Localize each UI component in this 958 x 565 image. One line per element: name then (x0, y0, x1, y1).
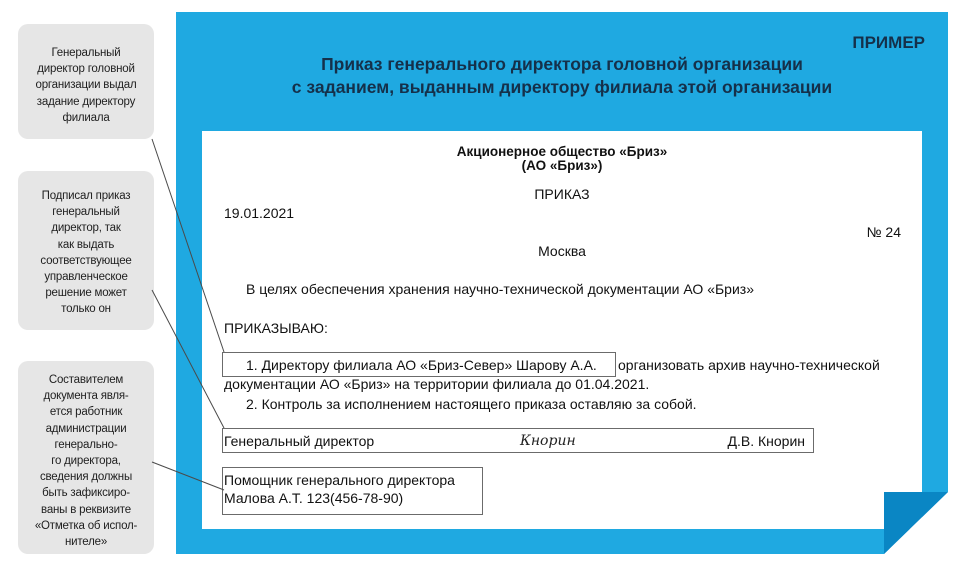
note-line: администрации (45, 422, 127, 435)
item1-assignee: 1. Директору филиала АО «Бриз-Север» Шарову А.А. (246, 357, 597, 373)
note-line: быть зафиксиро- (42, 487, 130, 500)
note-line: филиала (62, 111, 110, 124)
document-date: 19.01.2021 (224, 205, 295, 221)
signer-title: Генеральный директор (224, 433, 375, 449)
org-short-name: (АО «Бриз») (521, 158, 603, 173)
preamble-text: В целях обеспечения хранения научно-технической документации АО «Бриз» (246, 281, 754, 297)
note-line: решение может (45, 287, 127, 300)
document-number: № 24 (866, 224, 901, 240)
note-line: Генеральный (51, 47, 121, 59)
note-line: «Отметка об испол- (34, 519, 138, 532)
note-line: директор головной (37, 63, 135, 76)
note-line: организации выдал (35, 79, 137, 92)
heading-line-1: Приказ генерального директора головной организации (321, 54, 803, 74)
example-stamp: ПРИМЕР (852, 33, 925, 52)
item1-task: организовать архив научно-технической (618, 357, 880, 373)
note-line: документа явля- (43, 390, 129, 403)
org-name: Акционерное общество «Бриз» (456, 144, 668, 159)
leader-line-3 (152, 462, 224, 490)
note-line: как выдать (57, 238, 115, 251)
order-word: ПРИКАЗЫВАЮ: (224, 320, 328, 336)
note-line: соответствующее (40, 254, 132, 267)
note-line: го директора, (51, 455, 121, 468)
leader-line-1 (152, 139, 224, 352)
note-line: задание директору (36, 95, 136, 108)
note-line: нителе» (64, 536, 108, 549)
heading-line-2: с заданием, выданным директору филиала этой организации (291, 77, 833, 97)
document-city: Москва (538, 243, 586, 259)
note-line: генерально- (54, 438, 118, 451)
handwritten-signature: Кнорин (520, 433, 576, 449)
note-line: только он (61, 303, 111, 316)
signer-name: Д.В. Кнорин (727, 433, 805, 449)
note-line: ваны в реквизите (41, 503, 131, 516)
leader-line-2 (152, 290, 224, 428)
document-type: ПРИКАЗ (534, 186, 590, 202)
note-line: сведения должны (39, 471, 133, 484)
note-line: Подписал приказ (41, 190, 131, 202)
note-line: директор, так (51, 222, 121, 235)
executor-line-2: Малова А.Т. 123(456-78-90) (224, 490, 404, 506)
note-line: управленческое (44, 271, 128, 284)
note-line: ется работник (49, 406, 123, 419)
executor-line-1: Помощник генерального директора (224, 472, 455, 488)
note-line: Составителем (48, 374, 124, 386)
item2-text: 2. Контроль за исполнением настоящего приказа оставляю за собой. (246, 396, 697, 412)
note-line: генеральный (52, 206, 120, 219)
item1-continuation: документации АО «Бриз» на территории филиала до 01.04.2021. (224, 376, 650, 392)
